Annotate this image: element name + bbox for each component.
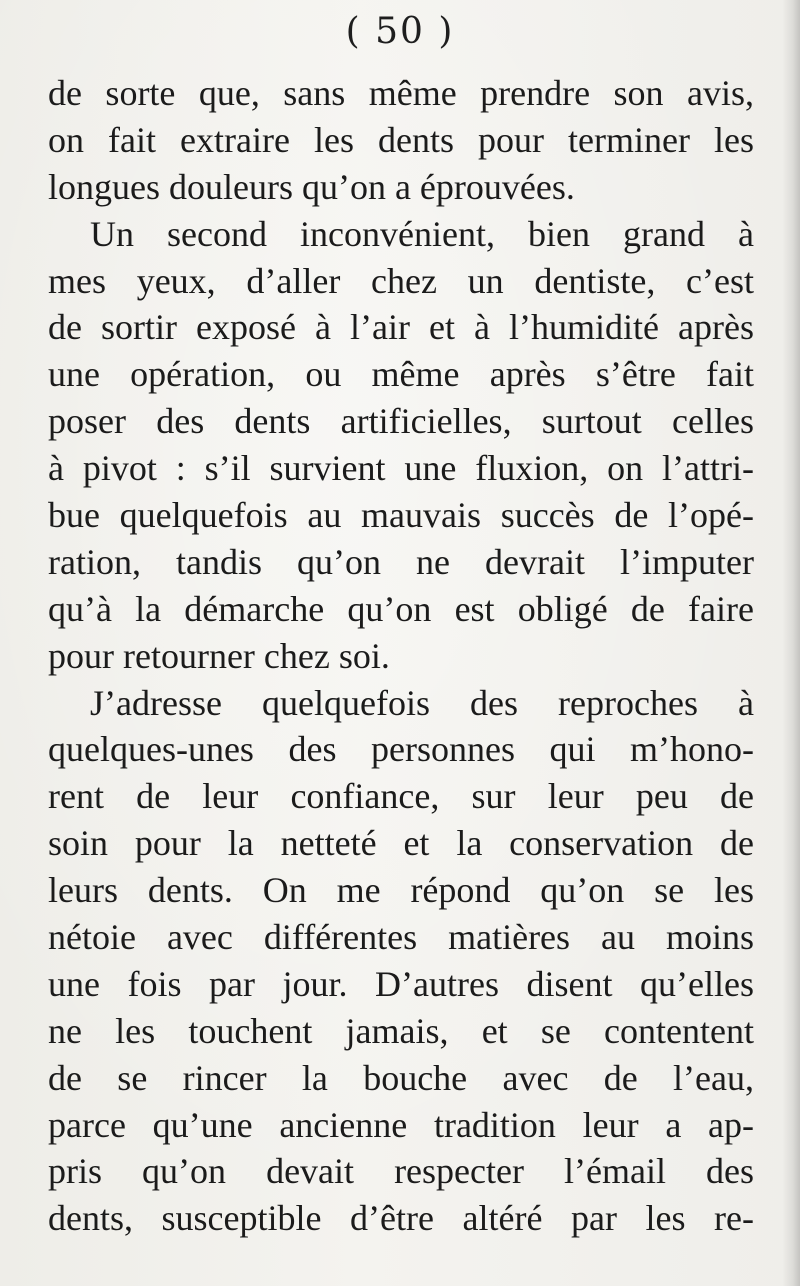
text-line: parce qu’une ancienne tradition leur a ap- [48,1104,754,1145]
paragraph-start-line: Un second inconvénient, bien grand à [90,213,754,254]
text-line: leurs dents. On me répond qu’on se les [48,870,754,911]
text-line: soin pour la netteté et la conservation de [48,823,754,864]
text-line: une opération, ou même après s’être fait [48,354,754,395]
paragraph-end-line: longues douleurs qu’on a éprouvées. [48,166,575,207]
text-line: à pivot : s’il survient une fluxion, on l’attri- [48,448,754,489]
text-line: quelques-unes des personnes qui m’hono- [48,729,754,770]
paragraph-end-line: pour retourner chez soi. [48,635,390,676]
page-number: ( 50 ) [345,11,455,52]
text-line: de sortir exposé à l’air et à l’humidité après [48,307,754,348]
text-line: de se rincer la bouche avec de l’eau, [48,1057,754,1098]
text-line: une fois par jour. D’autres disent qu’elles [48,963,754,1004]
text-line: ne les touchent jamais, et se contentent [48,1010,754,1051]
text-line: mes yeux, d’aller chez un dentiste, c’est [48,260,754,301]
text-line: qu’à la démarche qu’on est obligé de faire [48,588,754,629]
text-line: nétoie avec différentes matières au moins [48,917,754,958]
paragraph-start-line: J’adresse quelquefois des reproches à [90,682,754,723]
text-line: de sorte que, sans même prendre son avis, [48,73,754,113]
text-line: on fait extraire les dents pour terminer les [48,119,754,160]
text-line: poser des dents artificielles, surtout celles [48,401,754,442]
text-line: ration, tandis qu’on ne devrait l’imputer [48,541,754,582]
text-line: dents, susceptible d’être altéré par les re- [48,1198,754,1239]
body-text [48,70,754,1242]
text-line: rent de leur confiance, sur leur peu de [48,776,754,817]
page-edge-shadow [782,0,800,1286]
text-line: pris qu’on devait respecter l’émail des [48,1151,754,1192]
text-line: bue quelquefois au mauvais succès de l’opé- [48,495,754,536]
